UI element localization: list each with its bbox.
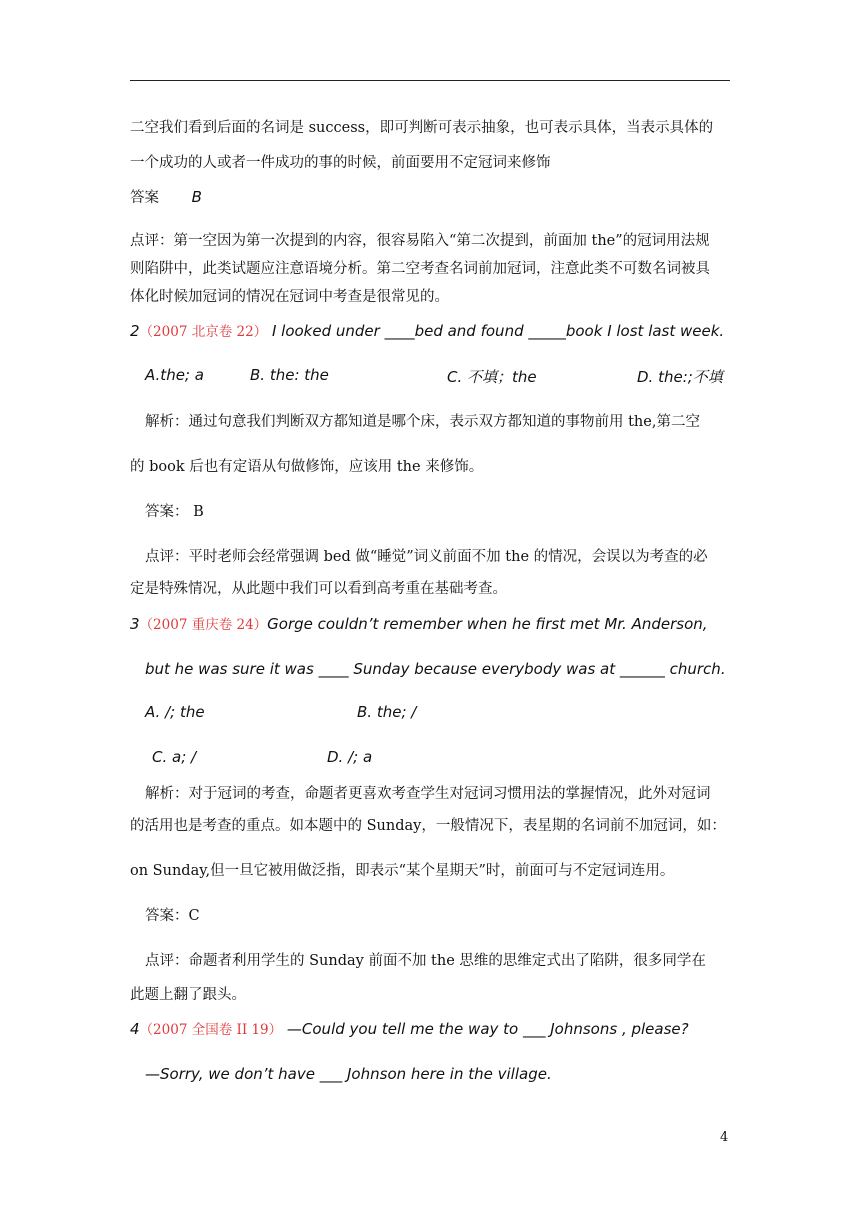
answer-label: 答案: [130, 190, 159, 206]
question-text: Gorge couldn’t remember when he first met Mr. Anderson,: [267, 615, 708, 633]
comment-line: 则陷阱中，此类试题应注意语境分析。第二空考查名词前加冠词，注意此类不可数名词被具: [130, 261, 710, 277]
option-a: A. /; the: [145, 703, 205, 721]
analysis-line: 解析：通过句意我们判断双方都知道是哪个床，表示双方都知道的事物前用 the,第二空: [145, 414, 700, 430]
question-2-stem: [130, 320, 724, 343]
option-a: A.the; a: [145, 366, 204, 384]
option-c: C. 不填；the: [447, 368, 537, 386]
comment-line: 定是特殊情况，从此题中我们可以看到高考重在基础考查。: [130, 581, 507, 597]
question-source: （2007 全国卷 II 19）: [139, 1022, 283, 1038]
analysis-line: 解析：对于冠词的考查，命题者更喜欢考查学生对冠词习惯用法的掌握情况，此外对冠词: [145, 786, 711, 802]
question-text: —Could you tell me the way to ___ Johnsons , please?: [286, 1020, 689, 1038]
analysis-line: on Sunday,但一旦它被用做泛指，即表示“某个星期天”时，前面可与不定冠词连用。: [130, 863, 675, 879]
answer-line: 答案： B: [145, 504, 204, 520]
option-d: D. the:;不填: [637, 368, 723, 386]
analysis-line: 的活用也是考查的重点。如本题中的 Sunday，一般情况下，表星期的名词前不加冠词，如：: [130, 818, 726, 834]
question-3-stem: [130, 613, 708, 636]
header-rule: [130, 80, 730, 81]
answer-value: B: [191, 188, 202, 206]
comment-line: 体化时候加冠词的情况在冠词中考查是很常见的。: [130, 289, 449, 305]
question-source: （2007 北京卷 22）: [139, 324, 268, 340]
question-text: but he was sure it was ____ Sunday because everybody was at ______ church.: [145, 660, 726, 678]
question-text: I looked under ____bed and found _____book I lost last week.: [271, 322, 725, 340]
text-line: 二空我们看到后面的名词是 success，即可判断可表示抽象，也可表示具体，当表示具体的: [130, 120, 714, 136]
comment-line: 点评：平时老师会经常强调 bed 做“睡觉”词义前面不加 the 的情况，会误以为考查的必: [145, 549, 708, 565]
option-c: C. a; /: [152, 748, 197, 766]
answer-line: [130, 186, 202, 209]
text-line: 一个成功的人或者一件成功的事的时候，前面要用不定冠词来修饰: [130, 155, 551, 171]
comment-line: 点评：第一空因为第一次提到的内容，很容易陷入“第二次提到，前面加 the”的冠词用法规: [130, 233, 710, 249]
question-text: —Sorry, we don’t have ___ Johnson here in the village.: [145, 1065, 552, 1083]
page-number: 4: [720, 1130, 729, 1145]
option-b: B. the; /: [357, 703, 417, 721]
question-number: 3: [130, 615, 140, 633]
answer-line: 答案：C: [145, 908, 200, 924]
comment-line: 此题上翻了跟头。: [130, 987, 246, 1003]
question-number: 2: [130, 322, 140, 340]
option-d: D. /; a: [327, 748, 373, 766]
analysis-line: 的 book 后也有定语从句做修饰，应该用 the 来修饰。: [130, 459, 484, 475]
question-4-stem: [130, 1018, 689, 1041]
question-source: （2007 重庆卷 24）: [139, 617, 268, 633]
question-number: 4: [130, 1020, 140, 1038]
option-b: B. the: the: [250, 366, 329, 384]
comment-line: 点评：命题者利用学生的 Sunday 前面不加 the 思维的思维定式出了陷阱，很多同学在: [145, 953, 706, 969]
